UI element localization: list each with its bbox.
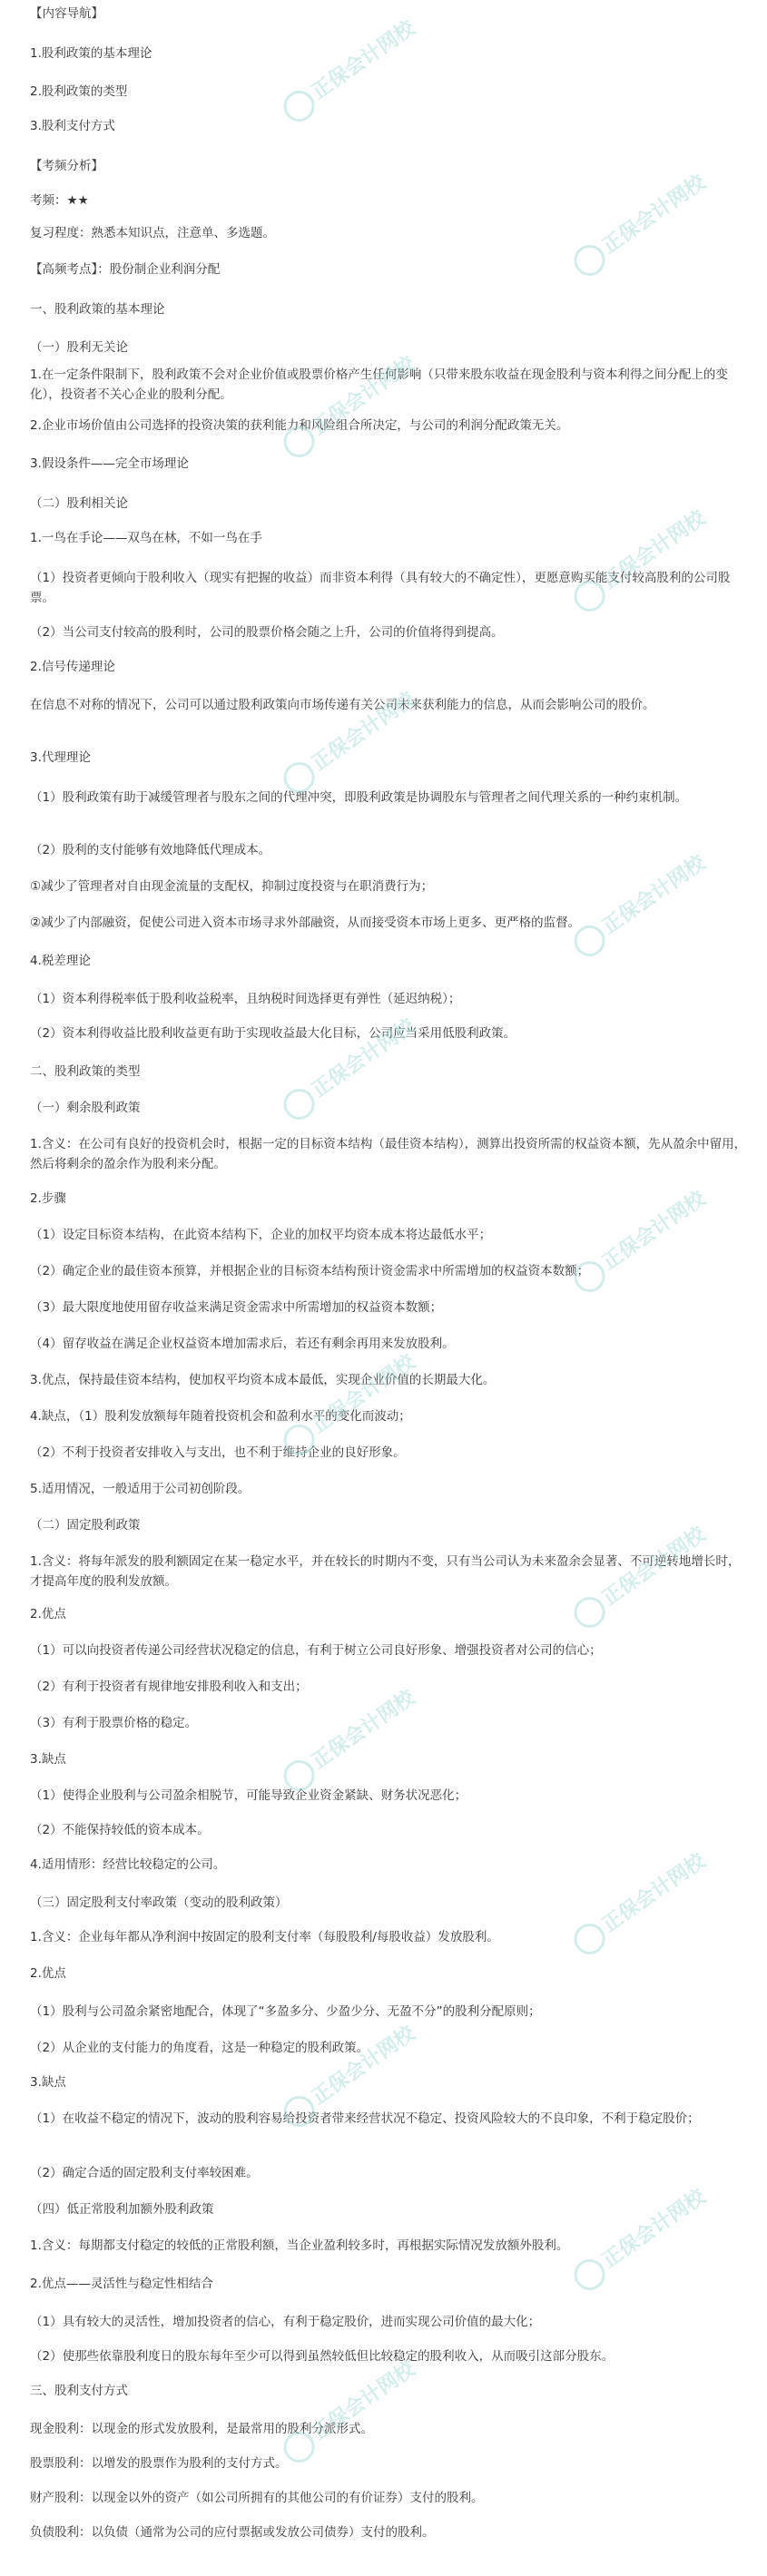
text-line: （1）在收益不稳定的情况下，波动的股利容易给投资者带来经营状况不稳定、投资风险较大的不良印象，不利于稳定股价； [30, 2111, 700, 2126]
text-line: （1）资本利得税率低于股利收益税率，且纳税时间选择更有弹性（延迟纳税）； [30, 992, 461, 1006]
watermark-text: 正保会计网校 [308, 16, 419, 104]
watermark-text: 正保会计网校 [308, 1014, 419, 1102]
text-line: 1.股利政策的基本理论 [30, 46, 152, 61]
text-line: 股票股利：以增发的股票作为股利的支付方式。 [30, 2456, 288, 2471]
text-line: 2.信号传递理论 [30, 660, 115, 674]
text-line: 3.假设条件——完全市场理论 [30, 456, 189, 471]
watermark-text: 正保会计网校 [598, 1187, 710, 1275]
text-line: 4.税差理论 [30, 954, 91, 968]
watermark-text: 正保会计网校 [598, 506, 710, 594]
text-line: 2.股利政策的类型 [30, 84, 128, 99]
watermark-text: 正保会计网校 [308, 2357, 419, 2445]
watermark-text: 正保会计网校 [598, 171, 710, 259]
text-line: 在信息不对称的情况下，公司可以通过股利政策向市场传递有关公司未来获利能力的信息，从而会影响公司的股价。 [30, 698, 655, 712]
text-line: （二）股利相关论 [30, 496, 128, 511]
text-line: （1）股利政策有助于减缓管理者与股东之间的代理冲突，即股利政策是协调股东与管理者之间代理关系的一种约束机制。 [30, 790, 688, 805]
watermark-text: 正保会计网校 [598, 851, 710, 939]
text-line: ①减少了管理者对自由现金流量的支配权，抑制过度投资与在职消费行为； [30, 879, 434, 894]
watermark-logo [277, 2354, 421, 2468]
text-line: 1.含义：将每年派发的股利额固定在某一稳定水平，并在较长的时期内不变，只有当公司认为未来盈余会显著、不可逆转地增长时，才提高年度的股利发放额。 [30, 1554, 741, 1589]
text-line: 二、股利政策的类型 [30, 1064, 141, 1079]
text-line: （1）具有较大的灵活性，增加投资者的信心，有利于稳定股价，进而实现公司价值的最大化； [30, 2315, 541, 2329]
text-line: 【内容导航】 [30, 6, 103, 21]
text-line: 一、股利政策的基本理论 [30, 302, 165, 317]
text-line: （1）可以向投资者传递公司经营状况稳定的信息，有利于树立公司良好形象、增强投资者对公司的信心； [30, 1643, 602, 1658]
text-line: 3.优点，保持最佳资本结构，使加权平均资本成本最低，实现企业价值的长期最大化。 [30, 1373, 496, 1387]
text-line: （2）股利的支付能够有效地降低代理成本。 [30, 843, 271, 857]
text-line: 2.优点——灵活性与稳定性相结合 [30, 2277, 213, 2291]
watermark-text: 正保会计网校 [308, 2022, 419, 2110]
text-line: （2）不能保持较低的资本成本。 [30, 1823, 210, 1837]
text-line: （2）当公司支付较高的股利时，公司的股票价格会随之上升，公司的价值将得到提高。 [30, 625, 504, 640]
text-line: （2）从企业的支付能力的角度看，这是一种稳定的股利政策。 [30, 2041, 369, 2055]
text-line: 1.一鸟在手论——双鸟在林，不如一鸟在手 [30, 531, 262, 545]
watermark-logo [277, 1682, 421, 1797]
text-line: （1）股利与公司盈余紧密地配合，体现了“多盈多分、少盈少分、无盈不分”的股利分配原则； [30, 2004, 541, 2019]
watermark-text: 正保会计网校 [308, 352, 419, 440]
text-line: 2.优点 [30, 1966, 66, 1981]
text-line: （2）确定企业的最佳资本预算，并根据企业的目标资本结构预计资金需求中所需增加的权益资本数额； [30, 1264, 590, 1278]
text-line: 1.含义：在公司有良好的投资机会时，根据一定的目标资本结构（最佳资本结构），测算出投资所需的权益资本额，先从盈余中留用，然后将剩余的盈余作为股利来分配。 [30, 1137, 747, 1171]
text-line: 【考频分析】 [30, 159, 103, 173]
watermark-text: 正保会计网校 [598, 1523, 710, 1611]
text-line: 4.缺点，（1）股利发放额每年随着投资机会和盈利水平的变化而波动； [30, 1409, 411, 1424]
watermark-logo [567, 847, 712, 962]
text-line: 三、股利支付方式 [30, 2384, 128, 2398]
text-line: （3）最大限度地使用留存收益来满足资金需求中所需增加的权益资本数额； [30, 1300, 443, 1315]
text-line: （1）设定目标资本结构，在此资本结构下，企业的加权平均资本成本将达最低水平； [30, 1228, 492, 1242]
text-line: （二）固定股利政策 [30, 1518, 141, 1533]
text-line: （2）确定合适的固定股利支付率较困难。 [30, 2166, 259, 2180]
text-line: （1）使得企业股利与公司盈余相脱节，可能导致企业资金紧缺、财务状况恶化； [30, 1788, 467, 1803]
text-line: （一）剩余股利政策 [30, 1101, 141, 1115]
text-line: （3）有利于股票价格的稳定。 [30, 1716, 198, 1730]
text-line: 3.缺点 [30, 2075, 66, 2090]
text-line: 4.适用情形：经营比较稳定的公司。 [30, 1857, 226, 1872]
text-line: （2）不利于投资者安排收入与支出，也不利于维持企业的良好形象。 [30, 1445, 406, 1460]
text-line: 3.股利支付方式 [30, 119, 115, 133]
text-line: （四）低正常股利加额外股利政策 [30, 2202, 214, 2217]
text-line: （一）股利无关论 [30, 340, 128, 355]
watermark-text: 正保会计网校 [598, 2185, 710, 2273]
watermark-text: 正保会计网校 [308, 1686, 419, 1774]
watermark-text: 正保会计网校 [308, 688, 419, 776]
watermark-logo [277, 13, 421, 127]
watermark-text: 正保会计网校 [598, 1849, 710, 1937]
text-line: （2）使那些依靠股利度日的股东每年至少可以得到虽然较低但比较稳定的股利收入，从而吸引这部分股东。 [30, 2349, 615, 2364]
text-line: 考频：★★ [30, 193, 89, 208]
text-line: 负债股利：以负债（通常为公司的应付票据或发放公司债券）支付的股利。 [30, 2525, 435, 2540]
text-line: 1.在一定条件限制下，股利政策不会对企业价值或股票价格产生任何影响（只带来股东收益在现金股利与资本利得之间分配上的变化），投资者不关心企业的股利分配。 [30, 367, 728, 402]
text-line: （2）资本利得收益比股利收益更有助于实现收益最大化目标，公司应当采用低股利政策。 [30, 1026, 516, 1041]
text-line: （2）有利于投资者有规律地安排股利收入和支出； [30, 1680, 308, 1694]
text-line: 【高频考点】：股份制企业利润分配 [30, 262, 221, 277]
text-line: 1.含义：企业每年都从净利润中按固定的股利支付率（每股股利/每股收益）发放股利。 [30, 1930, 499, 1944]
text-line: ②减少了内部融资，促使公司进入资本市场寻求外部融资，从而接受资本市场上更多、更严格的监督。 [30, 916, 581, 930]
text-line: 5.适用情况，一般适用于公司初创阶段。 [30, 1482, 251, 1496]
text-line: 1.含义：每期都支付稳定的较低的正常股利额，当企业盈利较多时，再根据实际情况发放额外股利。 [30, 2238, 569, 2253]
watermark-text: 正保会计网校 [308, 1350, 419, 1438]
text-line: 3.缺点 [30, 1752, 66, 1767]
text-line: 复习程度：熟悉本知识点，注意单、多选题。 [30, 226, 275, 240]
text-line: 2.步骤 [30, 1191, 66, 1206]
text-line: 现金股利：以现金的形式发放股利，是最常用的股利分派形式。 [30, 2422, 373, 2436]
text-line: 3.代理理论 [30, 750, 91, 765]
text-line: 财产股利：以现金以外的资产（如公司所拥有的其他公司的有价证券）支付的股利。 [30, 2491, 484, 2505]
text-line: （1）投资者更倾向于股利收入（现实有把握的收益）而非资本利得（具有较大的不确定性），更愿意购买能支付较高股利的公司股票。 [30, 571, 731, 605]
text-line: （4）留存收益在满足企业权益资本增加需求后，若还有剩余再用来发放股利。 [30, 1337, 455, 1351]
text-line: 2.企业市场价值由公司选择的投资决策的获利能力和风险组合所决定，与公司的利润分配政策无关。 [30, 418, 569, 433]
text-line: （三）固定股利支付率政策（变动的股利政策） [30, 1895, 288, 1910]
text-line: 2.优点 [30, 1607, 66, 1621]
